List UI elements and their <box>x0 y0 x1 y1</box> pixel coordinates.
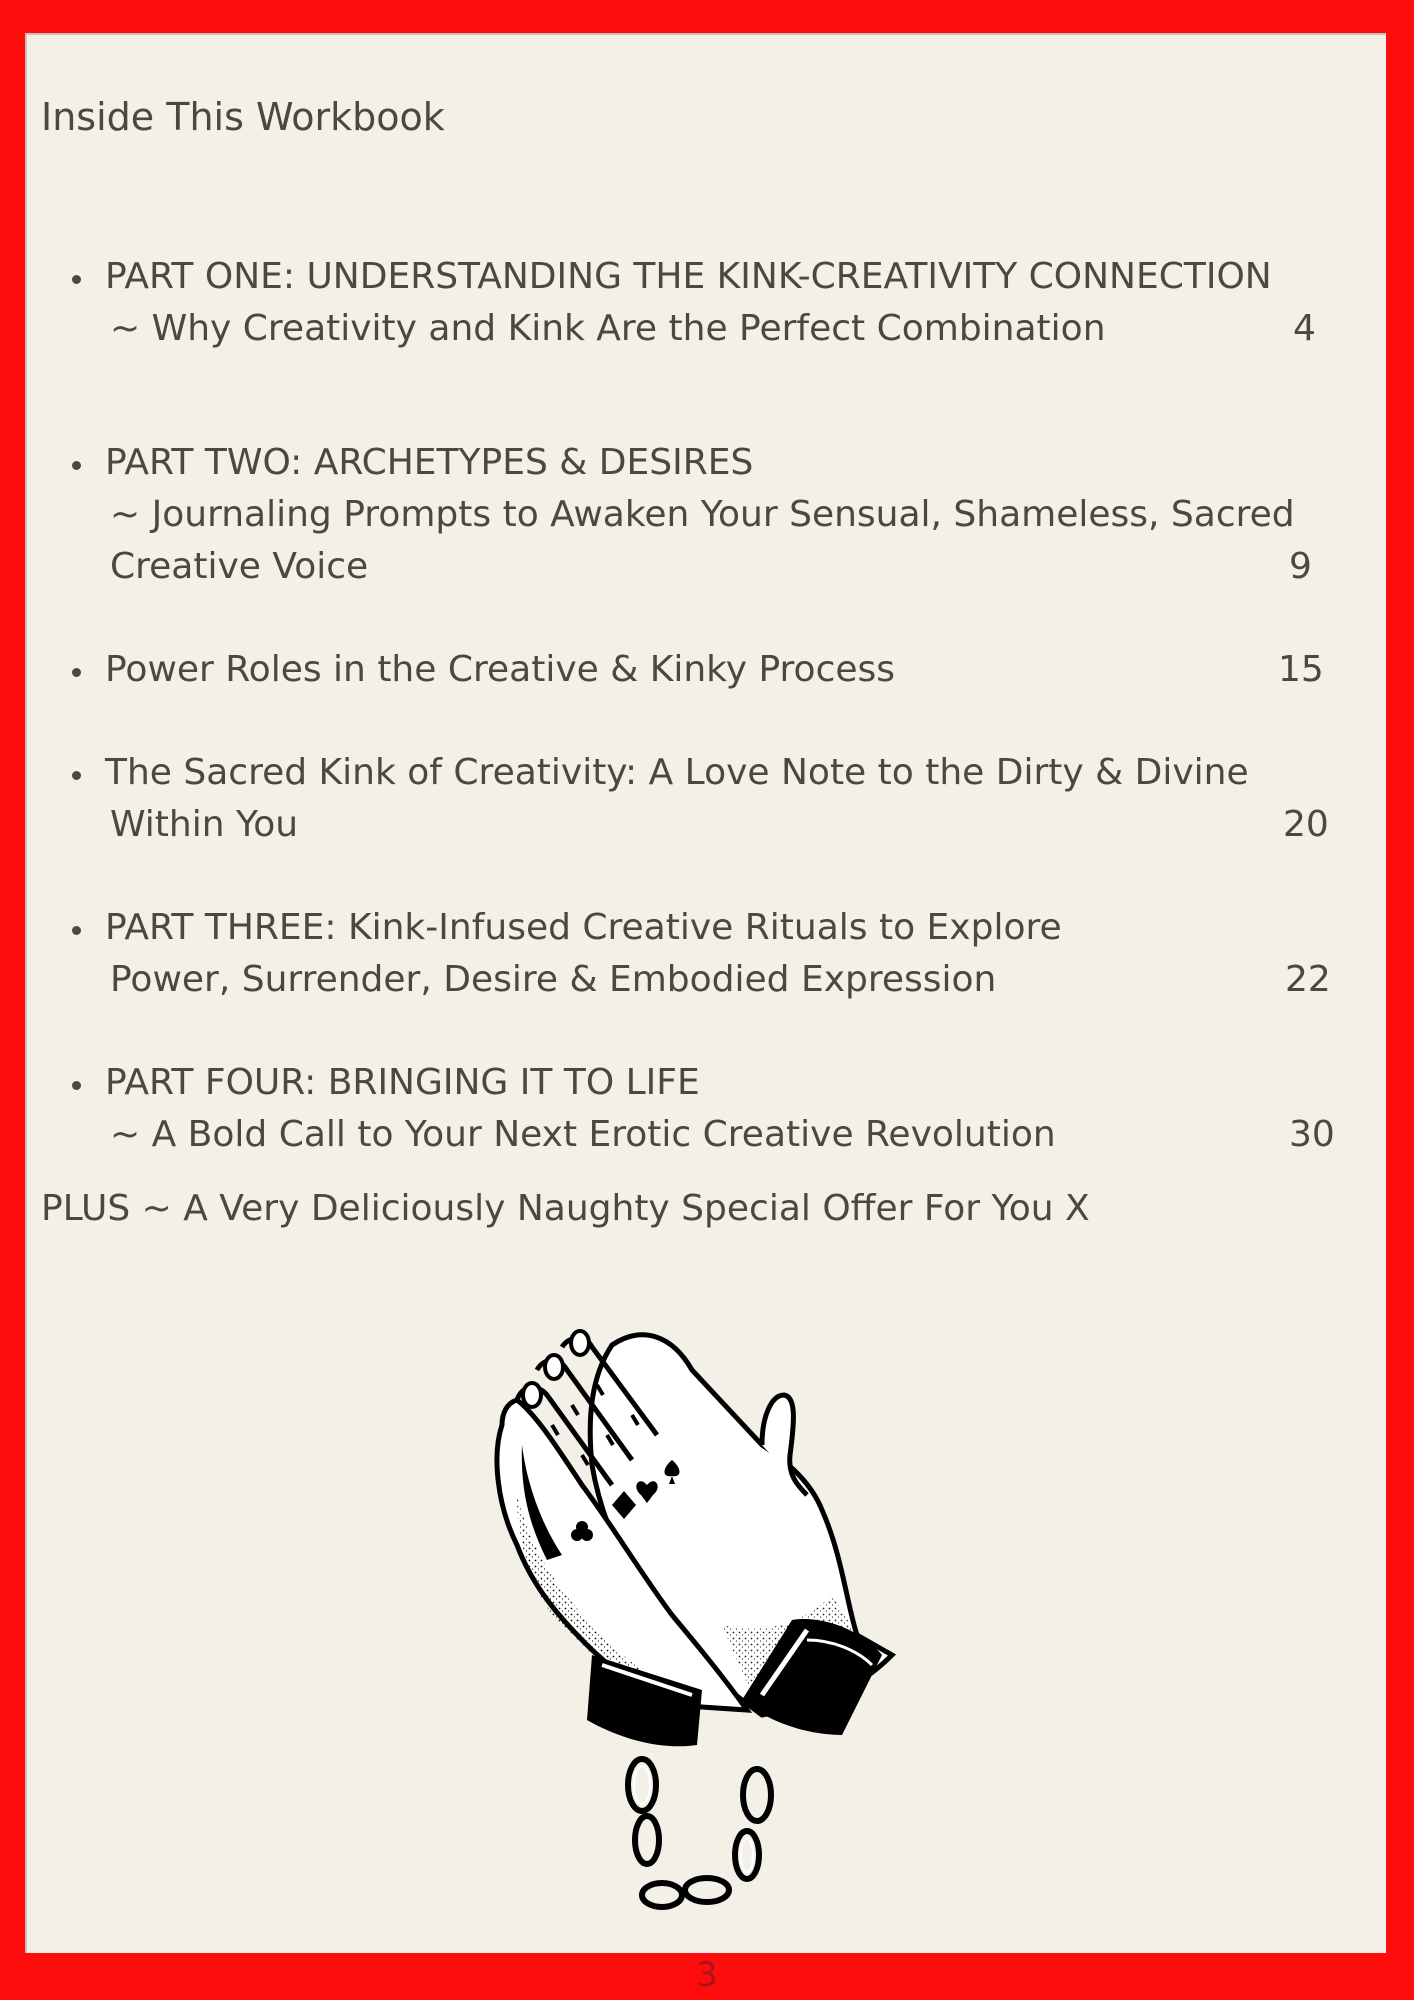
toc-entry-subtitle-text: ~ Why Creativity and Kink Are the Perfect Combination <box>110 308 1106 349</box>
special-offer-note: PLUS ~ A Very Deliciously Naughty Special Offer For You X <box>41 1188 1090 1229</box>
toc-entry-title-text: Power Roles in the Creative & Kinky Process <box>105 649 896 690</box>
toc-entry-title: PART TWO: ARCHETYPES & DESIRES <box>105 442 754 483</box>
toc-entry-title <box>105 644 1335 696</box>
bullet-icon <box>72 926 81 935</box>
toc-entry-subtitle-cont <box>105 541 1335 593</box>
toc-entry-title: PART THREE: Kink-Infused Creative Rituals to Explore <box>105 907 1062 948</box>
toc-entry-title: PART FOUR: BRINGING IT TO LIFE <box>105 1062 700 1103</box>
toc-entry-title: PART ONE: UNDERSTANDING THE KINK-CREATIVITY CONNECTION <box>105 256 1272 297</box>
toc-entry-subtitle-text: ~ A Bold Call to Your Next Erotic Creative Revolution <box>110 1114 1056 1155</box>
toc-page-number: 20 <box>1283 804 1329 845</box>
toc-entry-sacred-kink[interactable] <box>105 747 1335 851</box>
toc-entry-subtitle <box>105 1109 1335 1161</box>
praying-hands-in-shackles-icon <box>462 1295 962 1955</box>
bullet-icon <box>72 771 81 780</box>
page-number: 3 <box>696 1955 718 1995</box>
toc-entry-title: The Sacred Kink of Creativity: A Love Note to the Dirty & Divine <box>105 752 1249 793</box>
toc-entry-subtitle <box>105 954 1335 1006</box>
toc-entry-power-roles[interactable] <box>105 644 1335 696</box>
toc-entry-subtitle-text: Power, Surrender, Desire & Embodied Expression <box>110 959 997 1000</box>
toc-entry-part-four[interactable] <box>105 1057 1335 1161</box>
toc-page-number: 9 <box>1289 546 1312 587</box>
toc-entry-subtitle-text: Creative Voice <box>110 546 369 587</box>
bullet-icon <box>72 1081 81 1090</box>
toc-page-number: 15 <box>1278 649 1324 690</box>
toc-entry-part-one[interactable] <box>105 251 1335 355</box>
toc-entry-part-two[interactable] <box>105 437 1335 593</box>
bullet-icon <box>72 461 81 470</box>
toc-entry-subtitle-text: Within You <box>110 804 299 845</box>
toc-entry-subtitle <box>105 799 1335 851</box>
toc-entry-subtitle <box>105 303 1335 355</box>
toc-entry-subtitle: ~ Journaling Prompts to Awaken Your Sensual, Shameless, Sacred <box>110 494 1295 535</box>
toc-page-number: 4 <box>1293 308 1316 349</box>
toc-page-number: 22 <box>1285 959 1331 1000</box>
toc-entry-part-three[interactable] <box>105 902 1335 1006</box>
bullet-icon <box>72 275 81 284</box>
toc-page-number: 30 <box>1289 1114 1335 1155</box>
page-title: Inside This Workbook <box>41 95 445 139</box>
document-page <box>25 33 1386 1953</box>
bullet-icon <box>72 668 81 677</box>
